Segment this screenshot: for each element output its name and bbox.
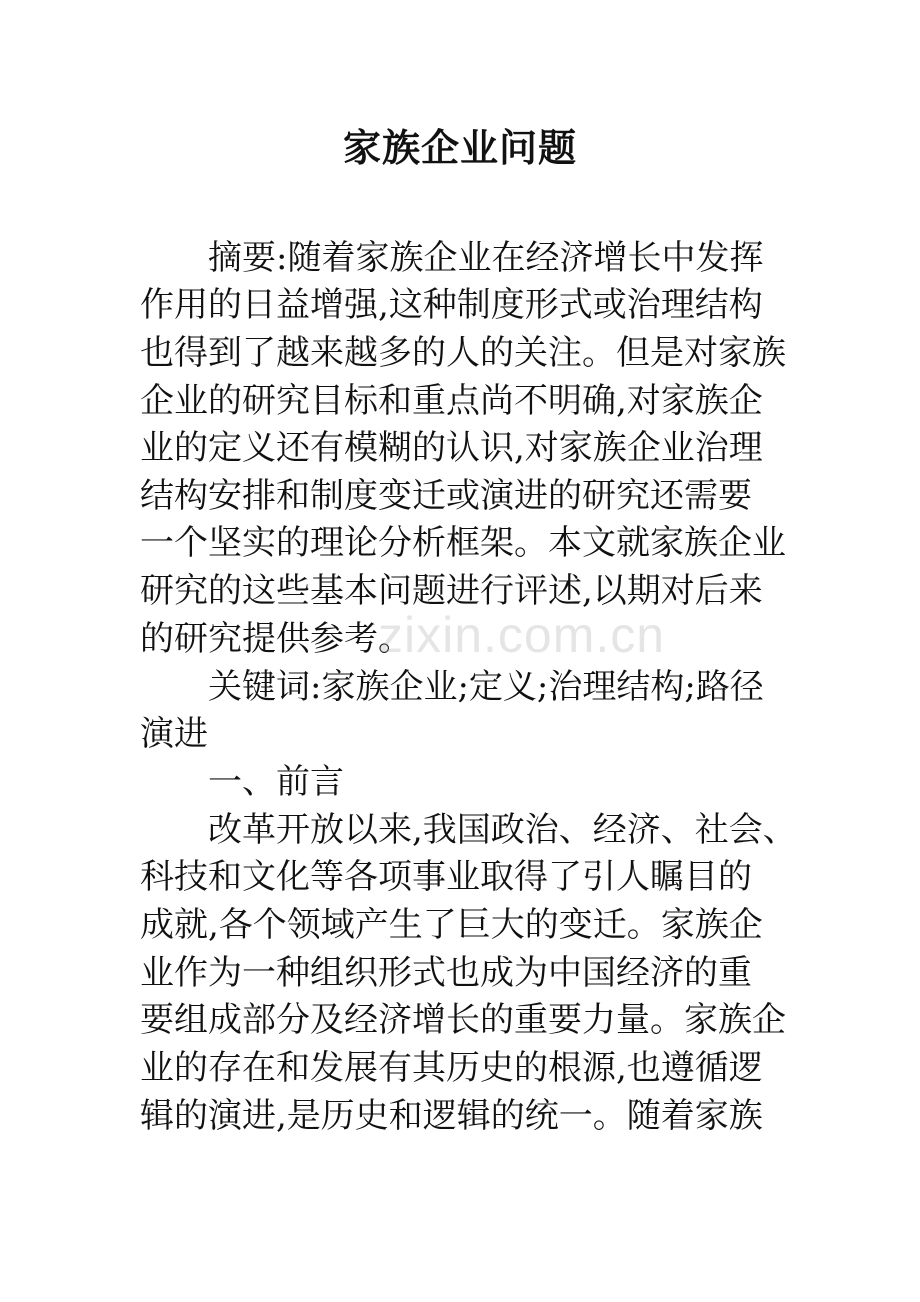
keywords-line: 演进 [140, 714, 208, 754]
abstract-line: 结构安排和制度变迁或演进的研究还需要 [140, 476, 752, 516]
section-heading: 一、前言 [208, 762, 344, 802]
abstract-line: 也得到了越来越多的人的关注。但是对家族 [140, 333, 786, 373]
body-line: 要组成部分及经济增长的重要力量。家族企 [140, 1000, 786, 1040]
abstract-line: 业的定义还有模糊的认识,对家族企业治理 [140, 428, 763, 468]
watermark: zixin.com.cn [378, 607, 666, 663]
body-line: 业作为一种组织形式也成为中国经济的重 [140, 953, 752, 993]
body-line: 辑的演进,是历史和逻辑的统一。随着家族 [140, 1096, 763, 1136]
abstract-line: 的研究提供参考。 [140, 619, 412, 659]
abstract-line: 研究的这些基本问题进行评述,以期对后来 [140, 571, 763, 611]
body-line: 改革开放以来,我国政治、经济、社会、 [208, 810, 797, 850]
abstract-line: 作用的日益增强,这种制度形式或治理结构 [140, 285, 763, 325]
document-title: 家族企业问题 [342, 125, 577, 170]
abstract-line: 企业的研究目标和重点尚不明确,对家族企 [140, 381, 763, 421]
body-line: 科技和文化等各项事业取得了引人瞩目的 [140, 857, 752, 897]
abstract-line: 一个坚实的理论分析框架。本文就家族企业 [140, 523, 786, 563]
body-line: 业的存在和发展有其历史的根源,也遵循逻 [140, 1048, 763, 1088]
body-line: 成就,各个领域产生了巨大的变迁。家族企 [140, 905, 763, 945]
abstract-line: 摘要:随着家族企业在经济增长中发挥 [208, 238, 764, 278]
keywords-line: 关键词:家族企业;定义;治理结构;路径 [208, 667, 764, 707]
